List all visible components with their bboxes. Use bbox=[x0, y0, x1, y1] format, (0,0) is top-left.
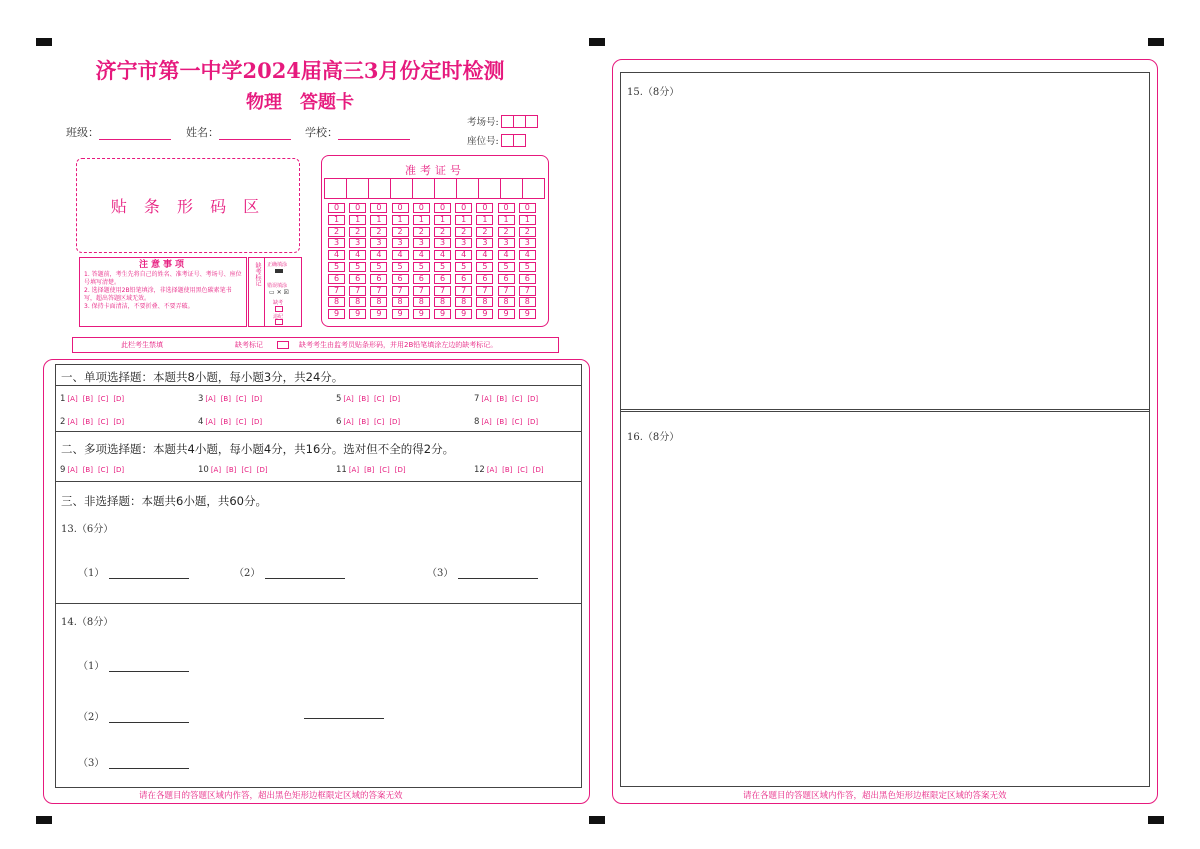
question-number: 6 bbox=[336, 417, 342, 427]
admission-digit-bubble[interactable]: 6 bbox=[413, 274, 430, 284]
option-bubble[interactable]: [A] bbox=[481, 418, 492, 426]
option-bubble[interactable]: [A] bbox=[348, 466, 360, 474]
option-bubble[interactable]: [B] bbox=[226, 466, 237, 474]
option-bubble[interactable]: [B] bbox=[502, 466, 513, 474]
option-bubble[interactable]: [C] bbox=[373, 418, 385, 426]
section-non-choice bbox=[55, 481, 582, 606]
admission-digit-bubble[interactable]: 1 bbox=[498, 215, 515, 225]
admission-digit-bubble[interactable]: 1 bbox=[519, 215, 536, 225]
option-bubble[interactable]: [D] bbox=[394, 466, 406, 474]
admission-digit-bubble[interactable]: 9 bbox=[392, 309, 409, 319]
choice-question bbox=[474, 394, 612, 404]
admission-digit-bubble[interactable]: 7 bbox=[476, 286, 493, 296]
q13-answer-1[interactable] bbox=[78, 564, 189, 579]
admission-digit-bubble[interactable]: 8 bbox=[349, 297, 366, 307]
seat-field[interactable]: 座位号: bbox=[467, 133, 526, 150]
option-bubble[interactable]: [A] bbox=[210, 466, 222, 474]
admission-digit-bubble[interactable]: 2 bbox=[498, 227, 515, 237]
admission-digit-bubble[interactable]: 9 bbox=[413, 309, 430, 319]
strip-mid-text: 缺考标记 bbox=[235, 341, 263, 349]
absent-checkbox[interactable] bbox=[275, 306, 283, 312]
school-label: 学校： bbox=[305, 126, 338, 139]
option-bubble[interactable]: [A] bbox=[67, 418, 78, 426]
admission-digit-bubble[interactable]: 9 bbox=[498, 309, 515, 319]
admission-digit-bubble[interactable]: 7 bbox=[455, 286, 472, 296]
admission-digit-bubble[interactable]: 7 bbox=[392, 286, 409, 296]
admission-digit-bubble[interactable]: 5 bbox=[328, 262, 345, 272]
admission-digit-bubble[interactable]: 2 bbox=[413, 227, 430, 237]
admission-digit-bubble[interactable]: 0 bbox=[519, 203, 536, 213]
admission-digit-bubble[interactable]: 6 bbox=[455, 274, 472, 284]
right-answer-panel bbox=[612, 59, 1158, 804]
section-multi-choice bbox=[55, 431, 582, 484]
notice-item: 3. 保持卡面清洁，不要折叠、不要弄破。 bbox=[84, 303, 194, 310]
option-bubble[interactable]: [C] bbox=[517, 466, 528, 474]
admission-digit-bubble[interactable]: 7 bbox=[328, 286, 345, 296]
option-bubble[interactable]: [C] bbox=[235, 395, 247, 403]
option-bubble[interactable]: [D] bbox=[527, 418, 539, 426]
admission-digit-bubble[interactable]: 3 bbox=[328, 238, 345, 248]
proctor-strip bbox=[72, 337, 559, 353]
admission-digit-bubble[interactable]: 9 bbox=[476, 309, 493, 319]
class-label: 班级： bbox=[66, 126, 99, 139]
option-bubble[interactable]: [D] bbox=[389, 418, 401, 426]
question-number: 10 bbox=[198, 465, 209, 475]
option-bubble[interactable]: [D] bbox=[389, 395, 401, 403]
option-bubble[interactable]: [C] bbox=[97, 466, 109, 474]
q16-area[interactable] bbox=[620, 409, 1150, 787]
admission-digit-bubble[interactable]: 8 bbox=[328, 297, 345, 307]
admission-digit-bubble[interactable]: 8 bbox=[519, 297, 536, 307]
admission-digit-bubble[interactable]: 3 bbox=[476, 238, 493, 248]
admission-digit-bubble[interactable]: 5 bbox=[476, 262, 493, 272]
choice-question bbox=[60, 394, 198, 404]
section-single-choice bbox=[55, 364, 582, 434]
question-number: 4 bbox=[198, 417, 204, 427]
admission-digit-bubble[interactable]: 1 bbox=[392, 215, 409, 225]
admission-digit-bubble[interactable]: 5 bbox=[413, 262, 430, 272]
admission-digit-bubble[interactable]: 3 bbox=[455, 238, 472, 248]
notice-item: 1. 答题前，考生先将自己的姓名、准考证号、考场号、座位号填写清楚。 bbox=[84, 271, 242, 286]
strip-right-text: 缺考考生由监考员贴条形码，并用2B铅笔填涂左边的缺考标记。 bbox=[299, 341, 498, 349]
school-field[interactable] bbox=[305, 124, 410, 140]
admission-digit-bubble[interactable]: 8 bbox=[498, 297, 515, 307]
admission-digit-bubble[interactable]: 0 bbox=[392, 203, 409, 213]
violation-label: 违纪 bbox=[273, 314, 284, 320]
admission-digit-bubble[interactable]: 0 bbox=[349, 203, 366, 213]
admission-digit-bubble[interactable]: 7 bbox=[370, 286, 387, 296]
admission-digit-bubble[interactable]: 2 bbox=[455, 227, 472, 237]
barcode-area bbox=[76, 158, 300, 253]
option-bubble[interactable]: [C] bbox=[511, 418, 523, 426]
admission-digit-bubble[interactable]: 4 bbox=[476, 250, 493, 260]
option-bubble[interactable]: [A] bbox=[205, 395, 216, 403]
admission-digit-bubble[interactable]: 2 bbox=[392, 227, 409, 237]
option-bubble[interactable]: [B] bbox=[496, 395, 507, 403]
exam-room-field[interactable]: 考场号: bbox=[467, 114, 538, 131]
admission-digit-bubble[interactable]: 7 bbox=[519, 286, 536, 296]
admission-digit-bubble[interactable]: 7 bbox=[434, 286, 451, 296]
section3-title: 三、非选择题：本题共6小题，共60分。 bbox=[61, 494, 267, 508]
admission-digit-bubble[interactable]: 4 bbox=[370, 250, 387, 260]
question-number: 3 bbox=[198, 394, 204, 404]
q13-part-label: （1） bbox=[78, 568, 105, 579]
admission-digit-bubble[interactable]: 4 bbox=[392, 250, 409, 260]
admission-digit-bubble[interactable]: 3 bbox=[349, 238, 366, 248]
admission-digit-bubble[interactable]: 1 bbox=[349, 215, 366, 225]
choice-question bbox=[336, 465, 474, 475]
admission-digit-bubble[interactable]: 9 bbox=[455, 309, 472, 319]
admission-digit-bubble[interactable]: 1 bbox=[455, 215, 472, 225]
option-bubble[interactable]: [C] bbox=[97, 395, 109, 403]
name-field[interactable] bbox=[186, 124, 291, 140]
barcode-label: 贴 条 形 码 区 bbox=[110, 197, 266, 216]
q15-label: 15.（8分） bbox=[627, 87, 680, 98]
option-bubble[interactable]: [B] bbox=[82, 466, 93, 474]
admission-digit-bubble[interactable]: 0 bbox=[434, 203, 451, 213]
admission-digit-bubble[interactable]: 3 bbox=[413, 238, 430, 248]
admission-digit-bubble[interactable]: 8 bbox=[413, 297, 430, 307]
notice-box bbox=[79, 257, 247, 327]
admission-digit-bubble[interactable]: 6 bbox=[498, 274, 515, 284]
question-number: 7 bbox=[474, 394, 480, 404]
option-bubble[interactable]: [D] bbox=[251, 418, 263, 426]
admission-digit-bubble[interactable]: 9 bbox=[519, 309, 536, 319]
option-bubble[interactable]: [A] bbox=[67, 395, 78, 403]
admission-digit-bubble[interactable]: 0 bbox=[370, 203, 387, 213]
admission-digit-bubble[interactable]: 1 bbox=[413, 215, 430, 225]
admission-digit-bubble[interactable]: 2 bbox=[434, 227, 451, 237]
question-number: 2 bbox=[60, 417, 66, 427]
option-bubble[interactable]: [D] bbox=[113, 466, 125, 474]
admission-digit-bubble[interactable]: 4 bbox=[519, 250, 536, 260]
option-bubble[interactable]: [D] bbox=[256, 466, 268, 474]
option-bubble[interactable]: [B] bbox=[496, 418, 507, 426]
notice-item: 2. 选择题使用2B铅笔填涂，非选择题使用黑色碳素笔书写，超出答题区域无效。 bbox=[84, 287, 232, 302]
option-bubble[interactable]: [D] bbox=[251, 395, 263, 403]
choice-question bbox=[198, 394, 336, 404]
admission-digit-bubble[interactable]: 5 bbox=[434, 262, 451, 272]
option-bubble[interactable]: [C] bbox=[379, 466, 390, 474]
admission-digit-bubble[interactable]: 0 bbox=[413, 203, 430, 213]
notice-title: 注意事项 bbox=[138, 260, 187, 270]
admission-digit-bubble[interactable]: 4 bbox=[413, 250, 430, 260]
right-footer-note: 请在各题目的答题区域内作答，超出黑色矩形边框限定区域的答案无效 bbox=[743, 791, 1007, 801]
name-label: 姓名： bbox=[186, 126, 219, 139]
choice-question bbox=[474, 465, 612, 475]
admission-digit-bubble[interactable]: 6 bbox=[370, 274, 387, 284]
choice-row bbox=[60, 394, 612, 404]
absent-label: 缺考 bbox=[273, 300, 284, 306]
alignment-marker bbox=[589, 816, 605, 824]
left-answer-panel bbox=[43, 359, 590, 804]
admission-digit-bubble[interactable]: 8 bbox=[434, 297, 451, 307]
admission-digit-bubble[interactable]: 1 bbox=[476, 215, 493, 225]
admission-digit-bubble[interactable]: 8 bbox=[392, 297, 409, 307]
alignment-marker bbox=[36, 816, 52, 824]
admission-digit-bubble[interactable]: 6 bbox=[392, 274, 409, 284]
q14-answer-3[interactable] bbox=[78, 754, 189, 769]
alignment-marker bbox=[589, 38, 605, 46]
absent-mark-checkbox[interactable] bbox=[277, 341, 289, 349]
admission-digit-bubble[interactable]: 6 bbox=[349, 274, 366, 284]
admission-digit-bubble[interactable]: 7 bbox=[498, 286, 515, 296]
admission-digit-bubble[interactable]: 2 bbox=[349, 227, 366, 237]
option-bubble[interactable]: [D] bbox=[532, 466, 544, 474]
admission-digit-bubble[interactable]: 3 bbox=[519, 238, 536, 248]
admission-digit-bubble[interactable]: 6 bbox=[519, 274, 536, 284]
option-bubble[interactable]: [A] bbox=[205, 418, 216, 426]
q13-label: 13.（6分） bbox=[61, 524, 114, 535]
question-number: 5 bbox=[336, 394, 342, 404]
admission-digit-bubble[interactable]: 8 bbox=[370, 297, 387, 307]
choice-question bbox=[474, 417, 612, 427]
admission-title: 准考证号 bbox=[405, 164, 465, 177]
option-bubble[interactable]: [A] bbox=[67, 466, 78, 474]
question-number: 9 bbox=[60, 465, 66, 475]
admission-digit-bubble[interactable]: 4 bbox=[328, 250, 345, 260]
q14-area bbox=[55, 603, 582, 788]
option-bubble[interactable]: [B] bbox=[358, 418, 369, 426]
alignment-marker bbox=[1148, 816, 1164, 824]
admission-digit-bubble[interactable]: 7 bbox=[349, 286, 366, 296]
q14-answer-2b[interactable] bbox=[304, 708, 384, 719]
admission-number-box bbox=[321, 155, 549, 327]
admission-digit-bubble[interactable]: 3 bbox=[392, 238, 409, 248]
wrong-fill-sample: ▭ ✕ ☒ bbox=[269, 289, 289, 296]
admission-digit-bubble[interactable]: 9 bbox=[370, 309, 387, 319]
admission-digit-bubble[interactable]: 3 bbox=[434, 238, 451, 248]
admission-digit-bubble[interactable]: 1 bbox=[328, 215, 345, 225]
alignment-marker bbox=[1148, 38, 1164, 46]
admission-digit-bubble[interactable]: 7 bbox=[413, 286, 430, 296]
exam-room-label: 考场号 bbox=[467, 117, 496, 128]
absent-vertical-label: 缺考标记 bbox=[254, 262, 261, 286]
admission-digit-bubble[interactable]: 5 bbox=[519, 262, 536, 272]
sheet-subtitle: 物理 答题卡 bbox=[246, 92, 354, 113]
choice-question bbox=[336, 417, 474, 427]
q14-part-label: （1） bbox=[78, 661, 105, 672]
q14-part-label: （2） bbox=[78, 712, 105, 723]
option-bubble[interactable]: [D] bbox=[113, 418, 125, 426]
admission-digit-bubble[interactable]: 5 bbox=[392, 262, 409, 272]
admission-digit-bubble[interactable]: 6 bbox=[434, 274, 451, 284]
admission-digit-bubble[interactable]: 2 bbox=[476, 227, 493, 237]
admission-digit-bubble[interactable]: 6 bbox=[476, 274, 493, 284]
admission-digit-bubble[interactable]: 0 bbox=[328, 203, 345, 213]
admission-digit-bubble[interactable]: 3 bbox=[370, 238, 387, 248]
admission-digit-bubble[interactable]: 6 bbox=[328, 274, 345, 284]
seat-label: 座位号 bbox=[467, 136, 496, 147]
admission-digit-bubble[interactable]: 5 bbox=[349, 262, 366, 272]
option-bubble[interactable]: [C] bbox=[511, 395, 523, 403]
question-number: 8 bbox=[474, 417, 480, 427]
admission-digit-bubble[interactable]: 9 bbox=[434, 309, 451, 319]
choice-question bbox=[336, 394, 474, 404]
option-bubble[interactable]: [B] bbox=[82, 395, 93, 403]
question-number: 1 bbox=[60, 394, 66, 404]
section1-title: 一、单项选择题：本题共8小题，每小题3分，共24分。 bbox=[61, 370, 344, 384]
q13-answer-3[interactable] bbox=[427, 564, 538, 579]
admission-digit-bubble[interactable]: 5 bbox=[370, 262, 387, 272]
option-bubble[interactable]: [A] bbox=[343, 395, 354, 403]
alignment-marker bbox=[36, 38, 52, 46]
choice-row bbox=[60, 417, 612, 427]
admission-digit-bubble[interactable]: 2 bbox=[370, 227, 387, 237]
left-footer-note: 请在各题目的答题区域内作答，超出黑色矩形边框限定区域的答案无效 bbox=[139, 791, 403, 801]
q14-answer-1[interactable] bbox=[78, 657, 189, 672]
q15-area[interactable] bbox=[620, 72, 1150, 412]
section2-title: 二、多项选择题：本题共4小题，每小题4分，共16分。选对但不全的得2分。 bbox=[61, 442, 455, 456]
q14-label: 14.（8分） bbox=[61, 617, 114, 628]
option-bubble[interactable]: [C] bbox=[373, 395, 385, 403]
q13-part-label: （3） bbox=[427, 568, 454, 579]
option-bubble[interactable]: [B] bbox=[82, 418, 93, 426]
admission-input-cells[interactable] bbox=[325, 178, 545, 199]
q13-part-label: （2） bbox=[234, 568, 261, 579]
admission-digit-bubble[interactable]: 0 bbox=[455, 203, 472, 213]
q14-answer-2[interactable] bbox=[78, 708, 189, 723]
sheet-title: 济宁市第一中学2024届高三3月份定时检测 bbox=[95, 58, 505, 83]
admission-digit-bubble[interactable]: 5 bbox=[498, 262, 515, 272]
choice-row bbox=[60, 465, 612, 475]
admission-digit-bubble[interactable]: 4 bbox=[498, 250, 515, 260]
class-field[interactable] bbox=[66, 124, 171, 140]
admission-digit-bubble[interactable]: 2 bbox=[328, 227, 345, 237]
option-bubble[interactable]: [B] bbox=[220, 418, 231, 426]
option-bubble[interactable]: [B] bbox=[358, 395, 369, 403]
correct-fill-sample bbox=[275, 269, 283, 273]
admission-digit-bubble[interactable]: 1 bbox=[370, 215, 387, 225]
admission-digit-bubble[interactable]: 4 bbox=[434, 250, 451, 260]
option-bubble[interactable]: [A] bbox=[486, 466, 498, 474]
question-number: 12 bbox=[474, 465, 485, 475]
q14-part-label: （3） bbox=[78, 758, 105, 769]
admission-digit-bubble[interactable]: 5 bbox=[455, 262, 472, 272]
question-number: 11 bbox=[336, 465, 347, 475]
choice-question bbox=[198, 465, 336, 475]
choice-question bbox=[198, 417, 336, 427]
option-bubble[interactable]: [C] bbox=[241, 466, 252, 474]
option-bubble[interactable]: [B] bbox=[220, 395, 231, 403]
option-bubble[interactable]: [A] bbox=[343, 418, 354, 426]
admission-digit-bubble[interactable]: 4 bbox=[455, 250, 472, 260]
q16-label: 16.（8分） bbox=[627, 432, 680, 443]
strip-left-text: 此栏考生禁填 bbox=[121, 341, 163, 349]
admission-digit-bubble[interactable]: 3 bbox=[498, 238, 515, 248]
option-bubble[interactable]: [C] bbox=[235, 418, 247, 426]
choice-question bbox=[60, 465, 198, 475]
violation-checkbox[interactable] bbox=[275, 319, 283, 325]
q13-answer-2[interactable] bbox=[234, 564, 345, 579]
admission-digit-bubble[interactable]: 8 bbox=[476, 297, 493, 307]
absent-mark-box bbox=[248, 257, 302, 327]
correct-fill-label: 正确填涂 bbox=[267, 262, 288, 268]
admission-digit-bubble[interactable]: 9 bbox=[349, 309, 366, 319]
admission-digit-bubble[interactable]: 4 bbox=[349, 250, 366, 260]
admission-digit-bubble[interactable]: 0 bbox=[498, 203, 515, 213]
wrong-fill-label: 错误填涂 bbox=[267, 283, 288, 289]
option-bubble[interactable]: [D] bbox=[527, 395, 539, 403]
admission-digit-bubble[interactable]: 2 bbox=[519, 227, 536, 237]
option-bubble[interactable]: [A] bbox=[481, 395, 492, 403]
admission-digit-bubble[interactable]: 1 bbox=[434, 215, 451, 225]
option-bubble[interactable]: [D] bbox=[113, 395, 125, 403]
admission-digit-bubble[interactable]: 0 bbox=[476, 203, 493, 213]
admission-digit-bubble[interactable]: 8 bbox=[455, 297, 472, 307]
option-bubble[interactable]: [B] bbox=[364, 466, 375, 474]
choice-question bbox=[60, 417, 198, 427]
admission-digit-bubble[interactable]: 9 bbox=[328, 309, 345, 319]
option-bubble[interactable]: [C] bbox=[97, 418, 109, 426]
